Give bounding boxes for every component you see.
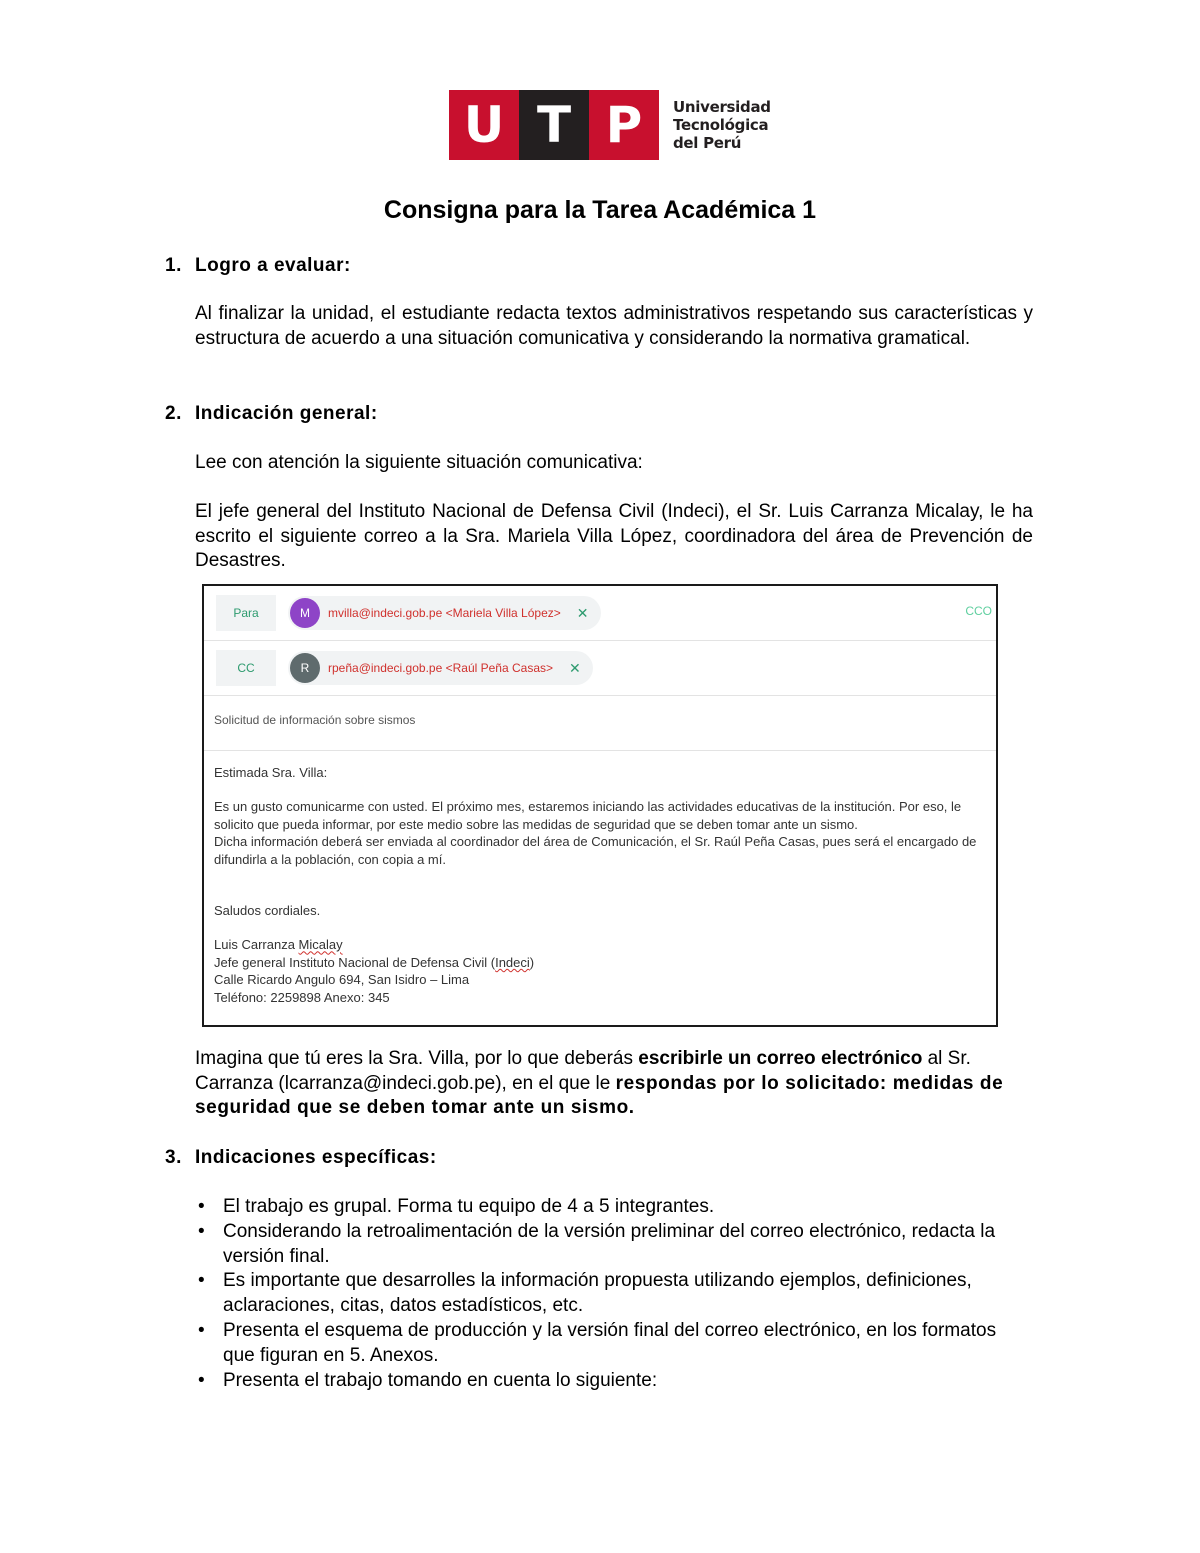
signature-first-name: Luis Carranza xyxy=(214,937,299,953)
section-1-number: 1. xyxy=(165,255,182,276)
utp-logo xyxy=(449,90,771,160)
remove-recipient-close-icon[interactable]: ✕ xyxy=(576,604,589,621)
email-signature-phone: Teléfono: 2259898 Anexo: 345 xyxy=(214,989,390,1005)
cc-avatar: R xyxy=(290,653,320,683)
signature-last-name: Micalay xyxy=(298,937,343,953)
task-bold-2: respondas por lo solicitado: medidas de seguridad que se deben tomar ante un sismo. xyxy=(195,1072,1004,1119)
email-body-paragraph-2: Dicha información deberá ser enviada al coordinador del área de Comunicación, el Sr. Raúl Peña Casas, pues será el encargado de difundirla a la población, con copia a mí. xyxy=(214,834,977,867)
list-item: • El trabajo es grupal. Forma tu equipo de 4 a 5 integrantes. xyxy=(195,1195,1033,1220)
logo-name-line-3: del Perú xyxy=(673,134,742,152)
recipient-address: mvilla@indeci.gob.pe <Mariela Villa López> xyxy=(328,606,561,620)
to-label[interactable]: Para xyxy=(216,595,276,631)
signature-role-abbrev: Indeci xyxy=(495,954,530,970)
logo-letter-p: P xyxy=(589,90,659,160)
indicacion-context: El jefe general del Instituto Nacional de Defensa Civil (Indeci), el Sr. Luis Carranza Micalay, le ha escrito el siguiente correo a la Sra. Mariela Villa López, coordinadora del área de Prevención de Desastres. xyxy=(195,501,1033,572)
recipient-chip[interactable] xyxy=(288,596,601,630)
section-3-heading xyxy=(165,1146,437,1170)
remove-cc-close-icon[interactable]: ✕ xyxy=(569,659,581,676)
document-title: Consigna para la Tarea Académica 1 xyxy=(383,196,817,224)
email-signature-name xyxy=(214,936,984,953)
email-body[interactable] xyxy=(214,764,984,1006)
email-closing: Saludos cordiales. xyxy=(214,903,321,919)
section-2-heading xyxy=(165,402,378,426)
cc-address: rpeña@indeci.gob.pe <Raúl Peña Casas> xyxy=(328,661,553,675)
email-signature-role xyxy=(214,954,984,971)
task-text-2: al Sr. Carranza (lcarranza@indeci.gob.pe), en el que le xyxy=(195,1048,971,1094)
task-paragraph xyxy=(195,1047,1033,1121)
logo-name-line-1: Universidad xyxy=(673,98,771,116)
email-body-paragraph-1: Es un gusto comunicarme con usted. El próximo mes, estaremos iniciando las actividades educativas de la institución. Por eso, le solicito que pueda informar, por este medio sobre las medidas de seguridad que se deben tomar ante un sismo. xyxy=(214,799,962,832)
email-cc-row xyxy=(204,641,996,696)
section-1-title: Logro a evaluar: xyxy=(195,255,351,276)
logo-letter-u: U xyxy=(449,90,519,160)
signature-role-suffix: ) xyxy=(529,954,535,970)
section-1-heading xyxy=(165,254,351,278)
indicacion-intro: Lee con atención la siguiente situación comunicativa: xyxy=(195,452,643,473)
cc-label[interactable]: CC xyxy=(216,650,276,686)
specific-instructions-list xyxy=(195,1195,1033,1393)
list-item: • Presenta el trabajo tomando en cuenta lo siguiente: xyxy=(195,1369,1033,1394)
logo-name-line-2: Tecnológica xyxy=(673,116,769,134)
list-item: • Considerando la retroalimentación de la versión preliminar del correo electrónico, redacta la versión final. xyxy=(195,1220,1033,1270)
email-greeting: Estimada Sra. Villa: xyxy=(214,765,328,780)
task-bold-1: escribirle un correo electrónico xyxy=(638,1048,923,1069)
signature-role-prefix: Jefe general Instituto Nacional de Defensa Civil ( xyxy=(214,954,496,970)
email-signature-address: Calle Ricardo Angulo 694, San Isidro – Lima xyxy=(214,972,470,988)
recipient-avatar: M xyxy=(290,598,320,628)
cc-chip[interactable] xyxy=(288,651,593,685)
logro-paragraph: Al finalizar la unidad, el estudiante redacta textos administrativos respetando sus características y estructura de acuerdo a una situación comunicativa y considerando la normativa gramatical. xyxy=(195,303,1033,349)
section-3-number: 3. xyxy=(165,1147,182,1168)
logo-university-name xyxy=(673,98,771,152)
section-2-number: 2. xyxy=(165,403,182,424)
section-2-title: Indicación general: xyxy=(195,403,378,424)
email-subject-field[interactable]: Solicitud de información sobre sismos xyxy=(214,713,416,727)
logo-letters xyxy=(449,90,659,160)
email-screenshot xyxy=(202,584,998,1027)
logo-letter-t: T xyxy=(519,90,589,160)
cco-link[interactable]: CCO xyxy=(965,604,992,618)
list-item: • Es importante que desarrolles la información propuesta utilizando ejemplos, definiciones, aclaraciones, citas, datos estadísticos, etc. xyxy=(195,1269,1033,1319)
section-3-title: Indicaciones específicas: xyxy=(195,1147,437,1168)
list-item: • Presenta el esquema de producción y la versión final del correo electrónico, en los formatos que figuran en 5. Anexos. xyxy=(195,1319,1033,1369)
email-to-row xyxy=(204,586,996,641)
task-text-1: Imagina que tú eres la Sra. Villa, por lo que deberás xyxy=(195,1048,639,1069)
